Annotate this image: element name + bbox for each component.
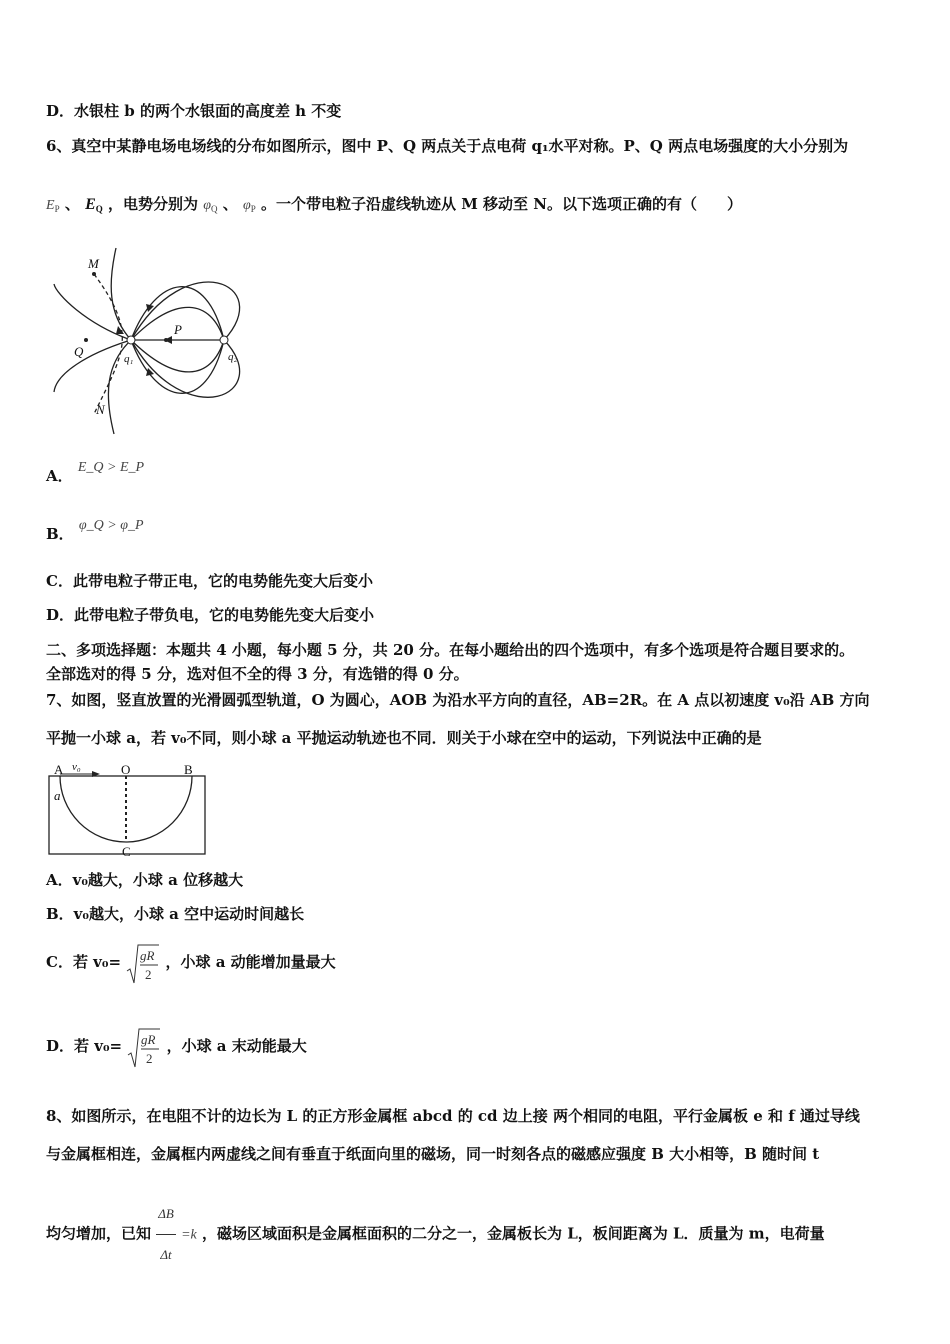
svg-text:2: 2 — [146, 1051, 153, 1066]
field-lines-figure — [46, 244, 268, 436]
math-phi-P: $\varphi_P$ — [242, 198, 256, 214]
label-P: P — [174, 322, 182, 337]
arc-track-figure — [46, 758, 208, 858]
label-q2: q₂ — [228, 351, 238, 363]
label-B: B — [184, 762, 193, 777]
q6-option-c: C．此带电粒子带正电，它的电势能先变大后变小 — [46, 572, 373, 590]
math-phi-Q: $\varphi_Q$ — [203, 198, 218, 214]
field-line-lower-left — [54, 340, 131, 392]
q6-option-d: D．此带电粒子带负电，它的电势能先变大后变小 — [46, 606, 375, 624]
charge-q2 — [220, 336, 228, 344]
q7-option-b: B．v₀越大，小球 a 空中运动时间越长 — [46, 905, 305, 923]
fraction-dB-dt: $\frac{\Delta B}{\Delta t}$ — [156, 1194, 176, 1275]
label-v0: v₀ — [72, 761, 81, 773]
label-a: a — [54, 788, 61, 803]
q7-option-d: D．若 v₀= gR 2 ，小球 a 末动能最大 — [46, 1024, 307, 1068]
charge-q1 — [127, 336, 135, 344]
point-P — [164, 338, 168, 342]
point-M — [92, 272, 96, 276]
section2-line2: 全部选对的得 5 分，选对但不全的得 3 分，有选错的得 0 分。 — [46, 665, 469, 683]
q8-stem-line1: 8、如图所示，在电阻不计的边长为 L 的正方形金属框 abcd 的 cd 边上接 两个相同的电阻，平行金属板 e 和 f 通过导线 — [46, 1107, 860, 1125]
sqrt-gR-over-2 — [126, 941, 160, 985]
q6-option-b: B． φ_Q > φ_P — [46, 518, 144, 543]
q5-option-d: D．水银柱 b 的两个水银面的高度差 h 不变 — [46, 102, 342, 120]
q7-stem-line1: 7、如图，竖直放置的光滑圆弧型轨道，O 为圆心，AOB 为沿水平方向的直径，AB=2R。在 A 点以初速度 v₀沿 AB 方向 — [46, 691, 870, 709]
label-O: O — [121, 762, 131, 777]
svg-text:2: 2 — [145, 967, 152, 982]
math-E-P: $E_P$ — [46, 198, 60, 214]
label-M: M — [88, 256, 99, 271]
label-Q: Q — [74, 344, 84, 359]
q8-stem-line2: 与金属框相连，金属框内两虚线之间有垂直于纸面向里的磁场，同一时刻各点的磁感应强度 B 大小相等，B 随时间 t — [46, 1145, 820, 1163]
q7-stem-line2: 平抛一小球 a，若 v₀不同，则小球 a 平抛运动轨迹也不同．则关于小球在空中的运动，下列说法中正确的是 — [46, 729, 762, 747]
q6-option-a: A． E_Q > E_P — [46, 460, 145, 485]
point-Q — [84, 338, 88, 342]
math-E-Q: $E_Q$ — [85, 196, 103, 214]
q8-stem-line3: 均匀增加，已知 $\frac{\Delta B}{\Delta t}$ =k ，磁场区域面积是金属框面积的二分之一，金属板长为 L，板间距离为 L．质量为 m，电荷量 — [46, 1194, 825, 1234]
svg-text:gR: gR — [140, 948, 155, 963]
section2-line1: 二、多项选择题：本题共 4 小题，每小题 5 分，共 20 分。在每小题给出的四个选项中，有多个选项是符合题目要求的。 — [46, 641, 855, 659]
q7-option-a: A．v₀越大，小球 a 位移越大 — [46, 871, 244, 889]
label-N: N — [96, 402, 105, 417]
q6-stem-line2: $E_P$ 、 $E_Q$ ，电势分别为 $\varphi_Q$ 、 $\varphi_P$ 。一个带电粒子沿虚线轨迹从 M 移动至 N。以下选项正确的有（ ） — [46, 195, 742, 214]
sqrt-gR-over-2-d — [127, 1025, 161, 1069]
field-line-lower-outer — [131, 340, 240, 397]
q6-stem-line1: 6、真空中某静电场电场线的分布如图所示，图中 P、Q 两点关于点电荷 q₁水平对称。P、Q 两点电场强度的大小分别为 — [46, 137, 849, 155]
label-C: C — [122, 844, 131, 858]
svg-text:gR: gR — [141, 1032, 156, 1047]
q7-option-c: C．若 v₀= gR 2 ，小球 a 动能增加量最大 — [46, 940, 336, 984]
label-A: A — [54, 762, 64, 777]
field-line-lower-lobe-1 — [131, 340, 224, 393]
label-q1: q₁ — [124, 353, 134, 365]
field-line-upper-outer — [131, 282, 240, 340]
